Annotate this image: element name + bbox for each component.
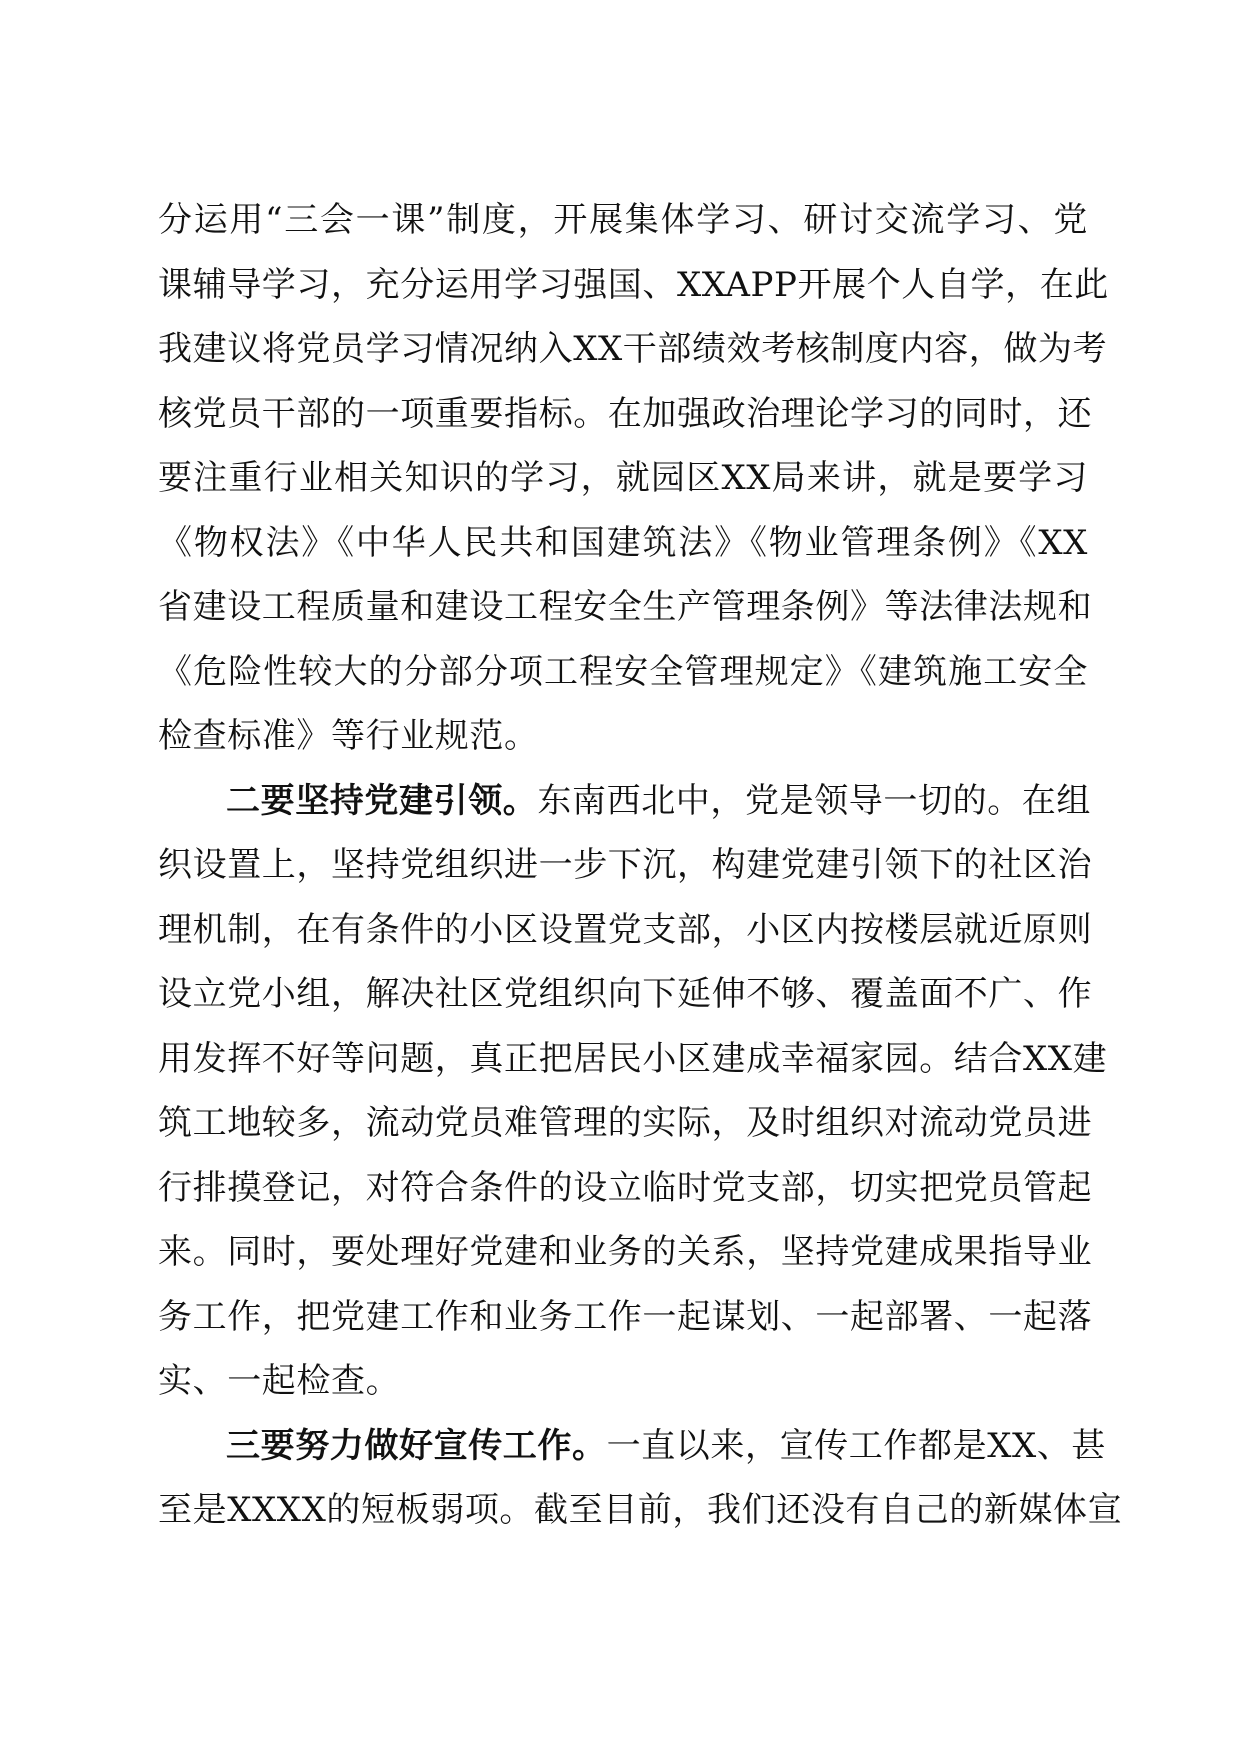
text-line: 用发挥不好等问题，真正把居民小区建成幸福家园。结合XX建	[158, 1038, 1108, 1079]
text-line: 《物权法》《中华人民共和国建筑法》《物业管理条例》《XX	[158, 522, 1088, 563]
text-line: 来。同时，要处理好党建和业务的关系，坚持党建成果指导业	[158, 1232, 1093, 1272]
text-line: 分运用“三会一课”制度，开展集体学习、研讨交流学习、党	[158, 200, 1088, 240]
text-line: 核党员干部的一项重要指标。在加强政治理论学习的同时，还	[158, 393, 1093, 434]
text-line: 行排摸登记，对符合条件的设立临时党支部，切实把党员管起	[158, 1167, 1093, 1208]
text-run: 东南西北中，党是领导一切的。在组	[537, 780, 1092, 821]
text-line: 务工作，把党建工作和业务工作一起谋划、一起部署、一起落	[158, 1296, 1093, 1337]
text-line: 《危险性较大的分部分项工程安全管理规定》《建筑施工安全	[158, 651, 1088, 692]
paragraph-2-first-line	[158, 769, 1092, 834]
paragraph-3-first-line	[158, 1414, 1107, 1479]
section-heading-2: 二要坚持党建引领。	[226, 780, 538, 821]
body-text	[158, 188, 1123, 1543]
text-line: 至是XXXX的短板弱项。截至目前，我们还没有自己的新媒体宣	[158, 1490, 1123, 1530]
text-line: 省建设工程质量和建设工程安全生产管理条例》等法律法规和	[158, 587, 1093, 627]
text-line: 我建议将党员学习情况纳入XX干部绩效考核制度内容，做为考	[158, 329, 1108, 369]
text-line: 检查标准》等行业规范。	[158, 716, 539, 756]
text-line: 理机制，在有条件的小区设置党支部，小区内按楼层就近原则	[158, 909, 1093, 950]
text-line: 要注重行业相关知识的学习，就园区XX局来讲，就是要学习	[158, 458, 1088, 498]
section-heading-3: 三要努力做好宣传工作。	[226, 1425, 607, 1466]
text-line: 实、一起检查。	[158, 1361, 401, 1401]
text-run: 一直以来，宣传工作都是XX、甚	[606, 1425, 1107, 1466]
text-line: 设立党小组，解决社区党组织向下延伸不够、覆盖面不广、作	[158, 974, 1093, 1014]
text-line: 课辅导学习，充分运用学习强国、XXAPP开展个人自学，在此	[158, 264, 1109, 305]
text-line: 织设置上，坚持党组织进一步下沉，构建党建引领下的社区治	[158, 845, 1093, 885]
text-line: 筑工地较多，流动党员难管理的实际，及时组织对流动党员进	[158, 1103, 1093, 1143]
